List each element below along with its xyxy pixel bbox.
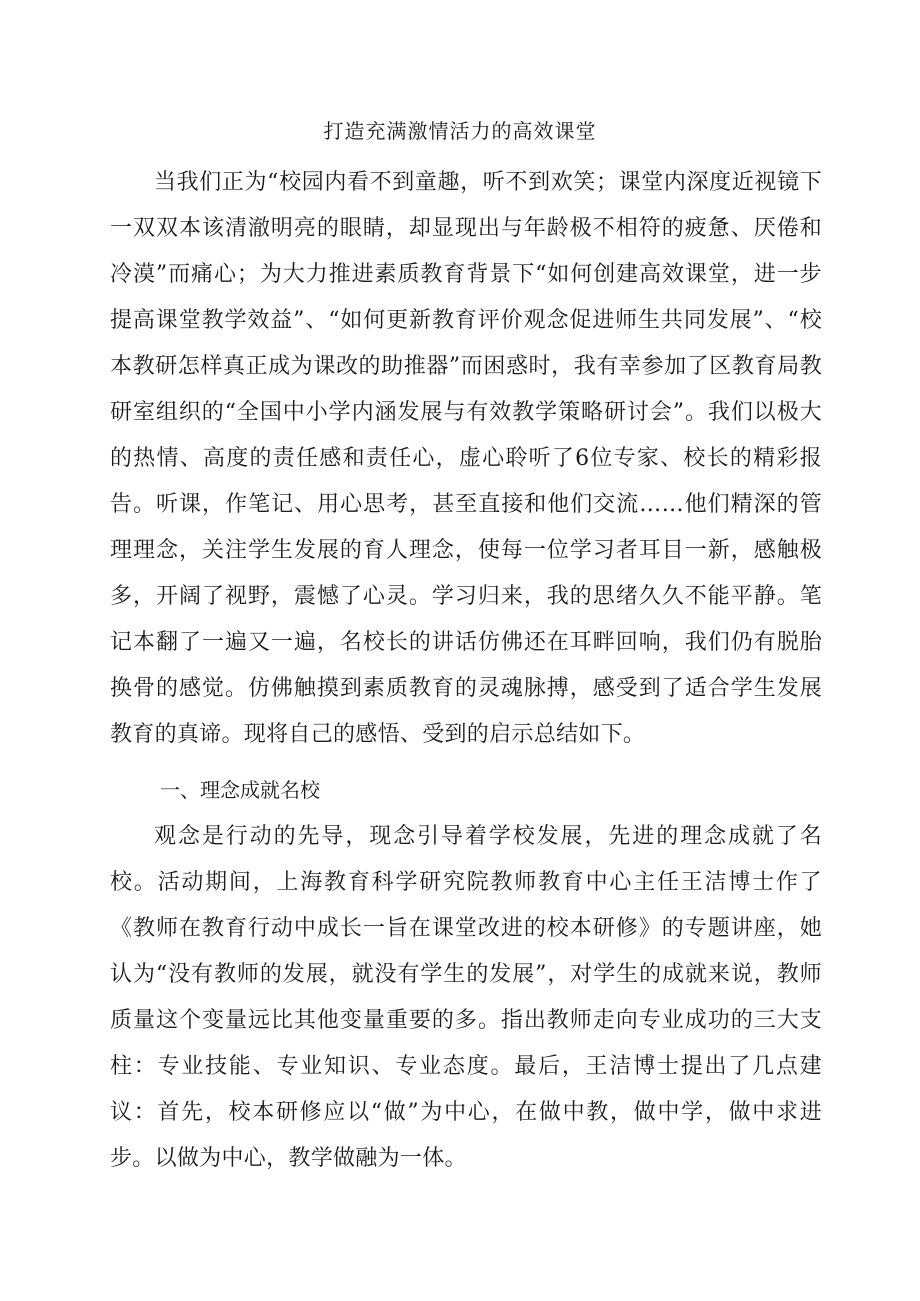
section-paragraph: 观念是行动的先导，现念引导着学校发展，先进的理念成就了名校。活动期间，上海教育科学研究院教师教育中心主任王洁博士作了《教师在教育行动中成长一旨在课堂改进的校本研修》的专题讲座，她认为“没有教师的发展，就没有学生的发展”，对学生的成就来说，教师质量这个变量远比其他变量重要的多。指出教师走向专业成功的三大支柱：专业技能、专业知识、专业态度。最后，王洁博士提出了几点建议：首先，校本研修应以“做”为中心，在做中教，做中学，做中求进步。以做为中心，教学做融为一体。 xyxy=(110,824,822,1171)
document-body xyxy=(110,160,822,1182)
intro-paragraph: 当我们正为“校园内看不到童趣，听不到欢笑；课堂内深度近视镜下一双双本该清澈明亮的眼睛，却显现出与年龄极不相符的疲惫、厌倦和冷漠”而痛心；为大力推进素质教育背景下“如何创建高效课堂，进一步提高课堂教学效益”、“如何更新教育评价观念促进师生共同发展”、“校本教研怎样真正成为课改的助推器”而困惑时，我有幸参加了区教育局教研室组织的“全国中小学内涵发展与有效教学策略研讨会”。我们以极大的热情、高度的责任感和责任心，虚心聆听了6位专家、校长的精彩报告。听课，作笔记、用心思考，甚至直接和他们交流……他们精深的管理理念，关注学生发展的育人理念，使每一位学习者耳目一新，感触极多，开阔了视野，震憾了心灵。学习归来，我的思绪久久不能平静。笔记本翻了一遍又一遍，名校长的讲话仿佛还在耳畔回响，我们仍有脱胎换骨的感觉。仿佛触摸到素质教育的灵魂脉搏，感受到了适合学生发展教育的真谛。现将自己的感悟、受到的启示总结如下。 xyxy=(110,170,822,747)
section-heading: 一、理念成就名校 xyxy=(160,778,320,802)
document-title: 打造充满激情活力的高效课堂 xyxy=(323,119,597,143)
